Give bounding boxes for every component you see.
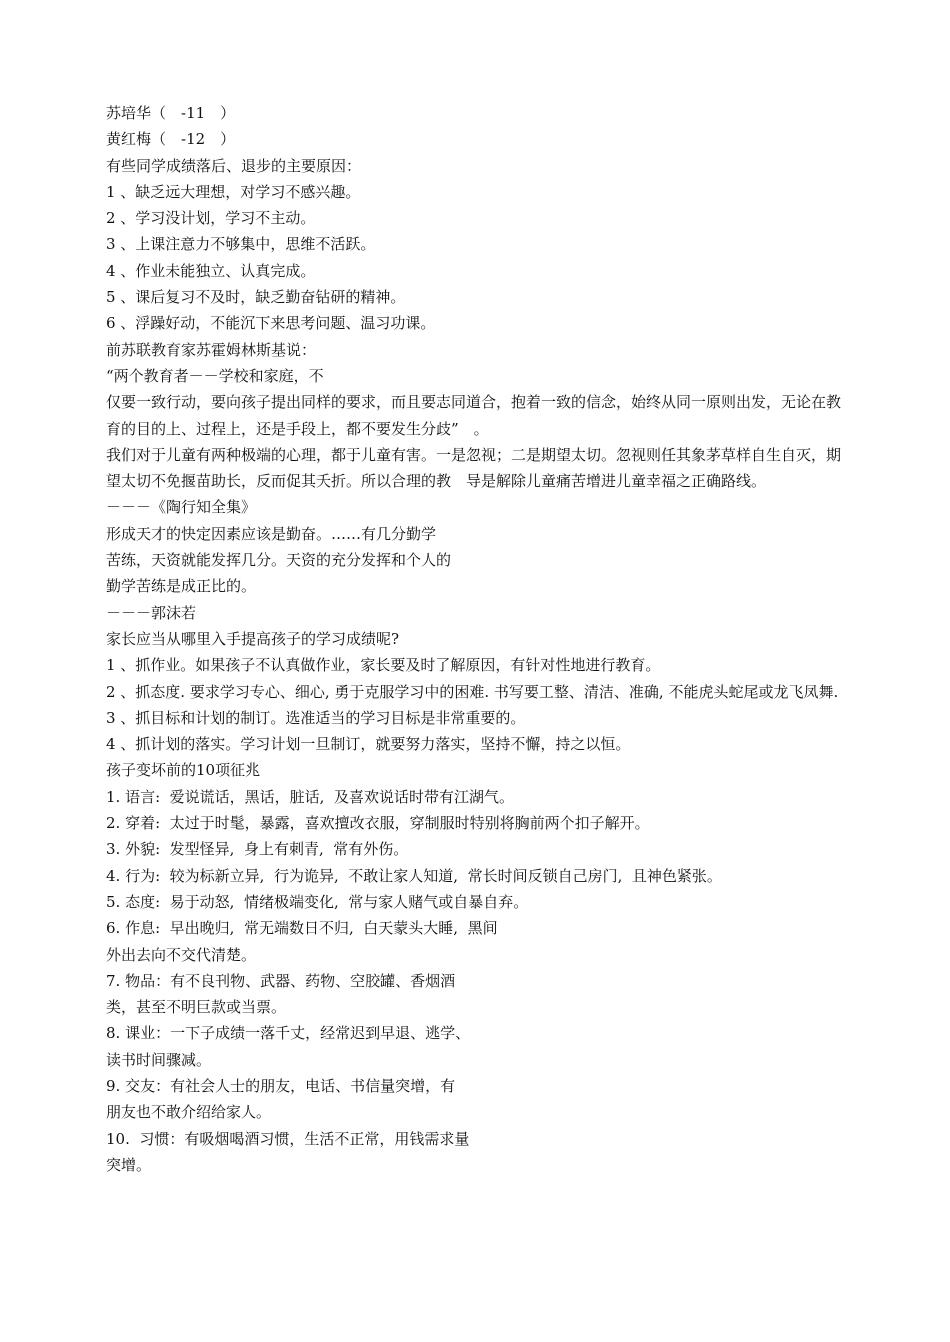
- list-item: 4 、作业未能独立、认真完成。: [106, 261, 316, 280]
- list-item: 3 、上课注意力不够集中，思维不活跃。: [106, 235, 376, 254]
- quote-line: 形成天才的快定因素应该是勤奋。……有几分勤学: [106, 524, 437, 543]
- quote-attribution: －－－《陶行知全集》: [106, 498, 257, 517]
- list-item: 2 、抓态度. 要求学习专心、细心, 勇于克服学习中的困难. 书写要工整、清洁、准确, 不能虎头蛇尾或龙飞凤舞.: [106, 682, 839, 701]
- section-heading: 有些同学成绩落后、退步的主要原因：: [106, 156, 362, 175]
- list-item: 4. 行为: 较为标新立异, 行为诡异, 不敢让家人知道, 常长时间反锁自己房门, 且神色紧张。: [106, 866, 722, 885]
- list-item: 5 、课后复习不及时，缺乏勤奋钻研的精神。: [106, 288, 406, 307]
- list-item: 3. 外貌: 发型怪异, 身上有刺青, 常有外伤。: [106, 840, 409, 859]
- quote-paragraph: 我们对于儿童有两种极端的心理，都于儿童有害。一是忽视；二是期望太切。忽视则任其象茅草样自生自灭，期望太切不免揠苗助长，反而促其夭折。所以合理的教 导是解除儿童痛苦增进儿童幸福之正确路线。: [106, 445, 842, 491]
- student-score-line: 苏培华（ -11 ）: [106, 104, 236, 122]
- list-item: 7. 物品：有不良刊物、武器、药物、空胶罐、香烟酒: [106, 971, 456, 990]
- student-score-line: 黄红梅（ -12 ）: [106, 130, 236, 149]
- list-item-continuation: 类，甚至不明巨款或当票。: [106, 998, 287, 1017]
- list-item: 10. 习惯：有吸烟喝酒习惯，生活不正常，用钱需求量: [106, 1129, 470, 1148]
- list-item: 4 、抓计划的落实。学习计划一旦制订，就要努力落实，坚持不懈，持之以恒。: [106, 735, 631, 754]
- list-item: 2 、学习没计划，学习不主动。: [106, 209, 316, 228]
- list-item: 1. 语言: 爱说谎话，黑话，脏话, 及喜欢说话时带有江湖气。: [106, 787, 514, 806]
- list-item-continuation: 读书时间骤减。: [106, 1050, 212, 1069]
- section-heading: 孩子变坏前的10项征兆: [106, 761, 261, 780]
- section-heading: 家长应当从哪里入手提高孩子的学习成绩呢?: [106, 629, 400, 648]
- list-item-continuation: 突增。: [106, 1155, 152, 1174]
- document-body: [106, 100, 846, 1178]
- list-item: 5. 态度: 易于动怒, 情绪极端变化, 常与家人赌气或自暴自弃。: [106, 892, 529, 911]
- quote-attribution: －－－郭沫若: [106, 603, 197, 622]
- list-item: 1 、缺乏远大理想，对学习不感兴趣。: [106, 182, 361, 201]
- list-item-continuation: 外出去向不交代清楚。: [106, 945, 257, 964]
- list-item: 6. 作息: 早出晚归, 常无端数日不归, 白天蒙头大睡, 黑间: [106, 919, 498, 938]
- list-item: 9. 交友：有社会人士的朋友，电话、书信量突增，有: [106, 1076, 456, 1095]
- quote-line: 苦练，天资就能发挥几分。天资的充分发挥和个人的: [106, 551, 452, 570]
- list-item: 2. 穿着: 太过于时髦，暴露，喜欢擅改衣服，穿制服时特别将胸前两个扣子解开。: [106, 814, 650, 833]
- list-item: 1 、抓作业。如果孩子不认真做作业，家长要及时了解原因，有针对性地进行教育。: [106, 656, 661, 675]
- list-item: 3 、抓目标和计划的制订。选准适当的学习目标是非常重要的。: [106, 708, 526, 727]
- quote-line: 勤学苦练是成正比的。: [106, 577, 257, 596]
- list-item: 6 、浮躁好动，不能沉下来思考问题、温习功课。: [106, 314, 436, 333]
- list-item-continuation: 朋友也不敢介绍给家人。: [106, 1103, 272, 1122]
- list-item: 8. 课业：一下子成绩一落千丈，经常迟到早退、逃学、: [106, 1024, 471, 1043]
- quote-intro: 前苏联教育家苏霍姆林斯基说：: [106, 340, 317, 359]
- quote-line: “两个教育者－－学校和家庭，不: [106, 366, 324, 385]
- quote-paragraph: 仅要一致行动，要向孩子提出同样的要求，而且要志同道合，抱着一致的信念，始终从同一原则出发，无论在教育的目的上、过程上，还是手段上，都不要发生分歧” 。: [106, 393, 842, 438]
